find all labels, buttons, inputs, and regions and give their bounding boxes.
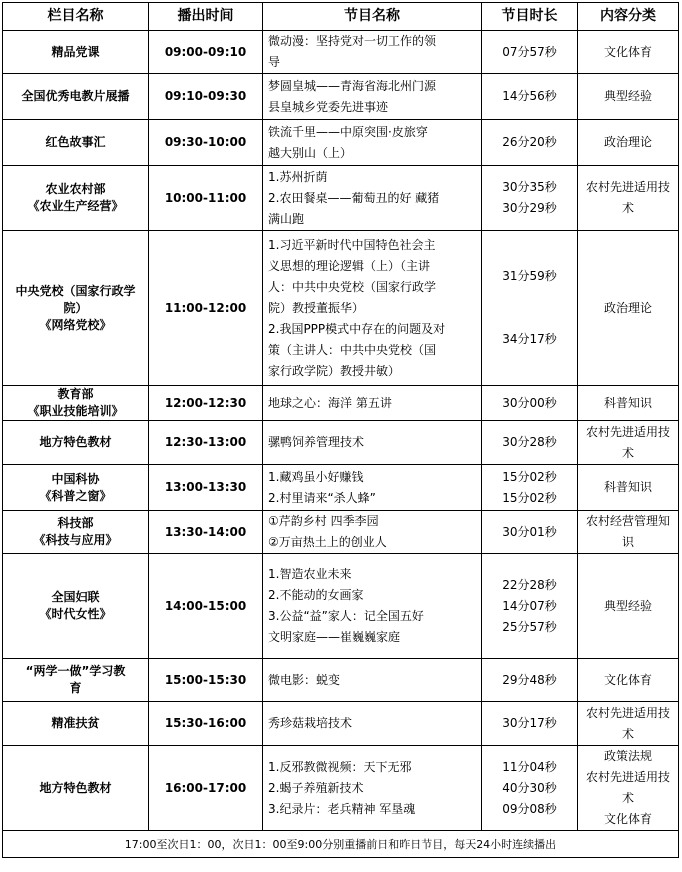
column-name-cell <box>3 231 149 386</box>
program-title-cell-line: 3.纪录片：老兵精神 军垦魂 <box>268 801 416 816</box>
schedule-page <box>2 2 679 858</box>
content-category-cell <box>578 702 679 746</box>
column-name-cell <box>3 421 149 465</box>
content-category-cell <box>578 659 679 702</box>
content-category-cell-line: 典型经验 <box>603 598 652 613</box>
program-title-cell-line: 1.藏鸡虽小好赚钱 <box>268 469 364 484</box>
column-name-cell <box>3 554 149 659</box>
program-duration-cell-line: 34分17秒 <box>502 332 557 346</box>
program-duration-cell-line: 29分48秒 <box>502 672 557 687</box>
program-title-cell <box>263 554 482 659</box>
program-title-cell-line: 人：中共中央党校（国家行政学 <box>268 279 437 294</box>
table-row <box>3 120 679 166</box>
program-title-cell <box>263 465 482 511</box>
program-duration-cell-line: 30分01秒 <box>502 524 557 539</box>
program-title-cell <box>263 421 482 465</box>
program-duration-cell <box>482 554 578 659</box>
column-name-cell <box>3 166 149 231</box>
column-name-cell-line: 教育部 <box>57 387 94 401</box>
table-row <box>3 386 679 421</box>
program-duration-cell-line: 15分02秒 <box>502 490 557 505</box>
program-title-cell-line: 微电影：蜕变 <box>268 672 341 687</box>
content-category-cell-line: 政治理论 <box>603 300 652 315</box>
broadcast-time-cell: 15:30-16:00 <box>149 702 263 746</box>
broadcast-time-cell: 10:00-11:00 <box>149 166 263 231</box>
content-category-cell <box>578 74 679 120</box>
header-column-name: 栏目名称 <box>3 3 149 31</box>
program-duration-cell-line: 40分30秒 <box>502 780 557 795</box>
column-name-cell <box>3 746 149 831</box>
program-schedule-table <box>2 2 679 858</box>
content-category-cell-line: 典型经验 <box>603 89 652 103</box>
column-name-cell-line: 全国优秀电教片展播 <box>21 89 130 103</box>
table-row <box>3 74 679 120</box>
program-title-cell-line: 秀珍菇栽培技术 <box>268 716 353 730</box>
program-title-cell-line: 地球之心：海洋 第五讲 <box>268 395 392 410</box>
program-duration-cell-line: 14分07秒 <box>502 598 557 613</box>
table-row <box>3 659 679 702</box>
program-title-cell-line: 3.公益“益”家人：记全国五好 <box>268 609 424 623</box>
content-category-cell <box>578 421 679 465</box>
column-name-cell <box>3 31 149 74</box>
program-title-cell <box>263 31 482 74</box>
table-row <box>3 31 679 74</box>
table-row <box>3 421 679 465</box>
content-category-cell <box>578 511 679 554</box>
content-category-cell-line: 科普知识 <box>603 480 652 494</box>
program-duration-cell-line: 22分28秒 <box>502 577 557 592</box>
table-row <box>3 554 679 659</box>
program-title-cell-line: 微动漫：坚持党对一切工作的领 <box>268 34 437 48</box>
program-title-cell-line: 家行政学院）教授井敏） <box>268 363 401 378</box>
column-name-cell-line: “两学一做”学习教 <box>25 664 126 678</box>
program-title-cell-line: ②万亩热土上的创业人 <box>268 535 387 549</box>
broadcast-time-cell: 15:00-15:30 <box>149 659 263 702</box>
program-duration-cell <box>482 702 578 746</box>
column-name-cell-line: 地方特色教材 <box>39 780 112 795</box>
column-name-cell-line: 中央党校（国家行政学 <box>15 283 136 298</box>
column-name-cell-line: 全国妇联 <box>51 590 100 604</box>
footer-row <box>3 831 679 858</box>
column-name-cell-line: 农业农村部 <box>45 182 106 196</box>
program-duration-cell <box>482 746 578 831</box>
program-title-cell-line: 骡鸭饲养管理技术 <box>268 435 365 449</box>
content-category-cell <box>578 554 679 659</box>
content-category-cell-line: 农村先进适用技 <box>585 705 670 720</box>
content-category-cell-line: 政策法规 <box>603 749 652 763</box>
program-duration-cell-line: 11分04秒 <box>502 759 557 774</box>
table-row <box>3 702 679 746</box>
program-duration-cell <box>482 120 578 166</box>
column-name-cell <box>3 465 149 511</box>
program-title-cell-line: ①芹韵乡村 四季李园 <box>268 514 379 528</box>
column-name-cell-line: 《职业技能培训》 <box>27 404 124 418</box>
header-content-category: 内容分类 <box>578 3 679 31</box>
broadcast-time-cell: 09:00-09:10 <box>149 31 263 74</box>
content-category-cell-line: 政治理论 <box>603 135 652 149</box>
table-header-row <box>3 3 679 31</box>
program-duration-cell-line: 30分17秒 <box>502 716 557 730</box>
content-category-cell <box>578 746 679 831</box>
column-name-cell-line: 精品党课 <box>51 44 100 59</box>
table-row <box>3 231 679 386</box>
content-category-cell-line: 术 <box>621 445 634 460</box>
program-title-cell-line: 义思想的理论逻辑（上）（主讲 <box>268 258 431 273</box>
content-category-cell <box>578 465 679 511</box>
program-title-cell <box>263 746 482 831</box>
broadcast-time-cell: 13:00-13:30 <box>149 465 263 511</box>
broadcast-time-cell: 13:30-14:00 <box>149 511 263 554</box>
program-duration-cell-line: 25分57秒 <box>502 619 557 634</box>
column-name-cell <box>3 659 149 702</box>
program-title-cell-line: 1.反邪教微视频：天下无邪 <box>268 759 412 774</box>
column-name-cell-line: 《科普之窗》 <box>39 488 112 503</box>
column-name-cell <box>3 386 149 421</box>
program-duration-cell-line: 30分35秒 <box>502 180 557 194</box>
column-name-cell <box>3 511 149 554</box>
content-category-cell-line: 农村经营管理知 <box>585 514 670 528</box>
program-title-cell-line: 1.智造农业未来 <box>268 567 352 581</box>
program-title-cell <box>263 231 482 386</box>
content-category-cell-line: 文化体育 <box>603 812 652 826</box>
table-row <box>3 465 679 511</box>
program-duration-cell-line: 09分08秒 <box>502 801 557 816</box>
column-name-cell-line: 中国科协 <box>51 471 100 486</box>
program-title-cell-line: 2.不能动的女画家 <box>268 588 364 602</box>
program-title-cell-line: 县皇城乡党委先进事迹 <box>268 99 389 114</box>
program-duration-cell-line: 07分57秒 <box>502 44 557 59</box>
column-name-cell <box>3 120 149 166</box>
program-title-cell-line: 2.农田餐桌——葡萄丑的好 藏猪 <box>268 190 440 205</box>
program-title-cell <box>263 120 482 166</box>
content-category-cell-line: 术 <box>621 791 634 805</box>
program-title-cell-line: 2.蝎子养殖新技术 <box>268 780 364 795</box>
program-title-cell-line: 满山跑 <box>268 211 305 226</box>
table-row <box>3 166 679 231</box>
program-duration-cell <box>482 511 578 554</box>
content-category-cell <box>578 31 679 74</box>
program-duration-cell-line: 30分29秒 <box>502 201 557 215</box>
program-duration-cell <box>482 465 578 511</box>
program-title-cell-line: 导 <box>268 55 281 69</box>
table-row <box>3 511 679 554</box>
broadcast-time-cell: 12:00-12:30 <box>149 386 263 421</box>
program-duration-cell <box>482 386 578 421</box>
content-category-cell-line: 农村先进适用技 <box>585 424 670 439</box>
content-category-cell-line: 农村先进适用技 <box>585 770 670 784</box>
header-program-duration: 节目时长 <box>482 3 578 31</box>
column-name-cell-line: 院） <box>63 300 88 315</box>
column-name-cell-line: 地方特色教材 <box>39 435 112 449</box>
broadcast-time-cell: 09:30-10:00 <box>149 120 263 166</box>
program-title-cell <box>263 386 482 421</box>
content-category-cell <box>578 386 679 421</box>
program-title-cell <box>263 166 482 231</box>
column-name-cell <box>3 74 149 120</box>
column-name-cell-line: 《科技与应用》 <box>33 533 118 547</box>
content-category-cell-line: 文化体育 <box>603 672 652 687</box>
column-name-cell-line: 《网络党校》 <box>39 317 112 332</box>
program-title-cell-line: 铁流千里——中原突围·皮旅穿 <box>268 124 428 139</box>
column-name-cell-line: 育 <box>69 681 82 695</box>
program-title-cell <box>263 511 482 554</box>
broadcast-time-cell: 09:10-09:30 <box>149 74 263 120</box>
column-name-cell-line: 《时代女性》 <box>39 607 112 621</box>
program-title-cell-line: 2.我国PPP模式中存在的问题及对 <box>268 321 446 336</box>
program-title-cell-line: 2.村里请来“杀人蜂” <box>268 490 376 505</box>
program-title-cell <box>263 74 482 120</box>
program-duration-cell <box>482 31 578 74</box>
content-category-cell-line: 识 <box>621 535 634 549</box>
program-duration-cell-line: 14分56秒 <box>502 89 557 103</box>
content-category-cell <box>578 120 679 166</box>
broadcast-time-cell: 14:00-15:00 <box>149 554 263 659</box>
program-title-cell-line: 院）教授董振华） <box>268 300 365 315</box>
program-duration-cell <box>482 659 578 702</box>
program-duration-cell-line: 30分28秒 <box>502 435 557 449</box>
column-name-cell <box>3 702 149 746</box>
program-title-cell-line: 梦圆皇城——青海省海北州门源 <box>268 78 437 93</box>
program-duration-cell-line: 26分20秒 <box>502 135 557 149</box>
content-category-cell-line: 术 <box>621 726 634 741</box>
header-program-title: 节目名称 <box>263 3 482 31</box>
program-duration-cell <box>482 421 578 465</box>
program-duration-cell <box>482 166 578 231</box>
column-name-cell-line: 《农业生产经营》 <box>27 199 124 213</box>
program-title-cell-line: 策（主讲人：中共中央党校（国 <box>268 342 437 357</box>
table-row <box>3 746 679 831</box>
program-title-cell-line: 1.习近平新时代中国特色社会主 <box>268 237 436 252</box>
program-duration-cell <box>482 231 578 386</box>
program-duration-cell-line: 15分02秒 <box>502 469 557 484</box>
program-duration-cell-line: 30分00秒 <box>502 395 557 410</box>
column-name-cell-line: 科技部 <box>57 516 94 530</box>
broadcast-time-cell: 12:30-13:00 <box>149 421 263 465</box>
content-category-cell-line: 科普知识 <box>603 395 652 410</box>
content-category-cell-line: 农村先进适用技 <box>585 180 670 194</box>
content-category-cell-line: 文化体育 <box>603 44 652 59</box>
program-title-cell <box>263 702 482 746</box>
rebroadcast-note: 17:00至次日1：00，次日1：00至9:00分别重播前日和昨日节目，每天24小时连续播出 <box>3 831 679 858</box>
program-title-cell-line: 文明家庭——崔巍巍家庭 <box>268 630 401 644</box>
content-category-cell-line: 术 <box>621 201 634 215</box>
broadcast-time-cell: 11:00-12:00 <box>149 231 263 386</box>
content-category-cell <box>578 166 679 231</box>
header-broadcast-time: 播出时间 <box>149 3 263 31</box>
content-category-cell <box>578 231 679 386</box>
program-title-cell <box>263 659 482 702</box>
column-name-cell-line: 精准扶贫 <box>51 716 100 730</box>
program-duration-cell-line: 31分59秒 <box>502 269 557 283</box>
column-name-cell-line: 红色故事汇 <box>45 135 106 149</box>
program-title-cell-line: 1.苏州折荫 <box>268 169 328 184</box>
program-duration-cell <box>482 74 578 120</box>
program-title-cell-line: 越大别山（上） <box>268 145 353 160</box>
broadcast-time-cell: 16:00-17:00 <box>149 746 263 831</box>
